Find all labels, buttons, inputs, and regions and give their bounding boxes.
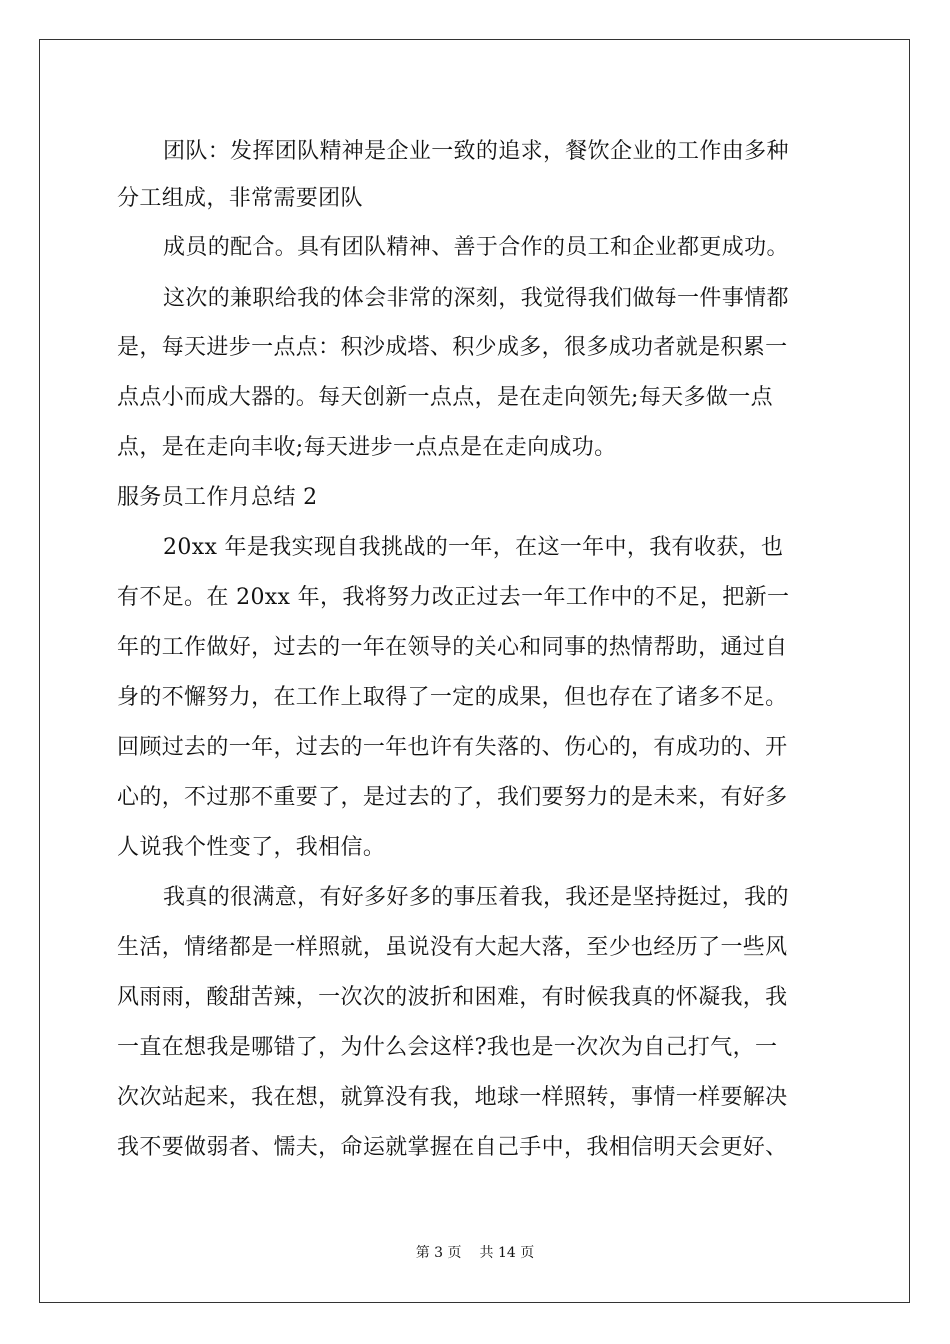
text-line: 生活，情绪都是一样照就，虽说没有大起大落，至少也经历了一些风 — [117, 935, 788, 960]
text-line: 点点小而成大器的。每天创新一点点，是在走向领先;每天多做一点 — [117, 385, 773, 410]
text-line: 心的，不过那不重要了，是过去的了，我们要努力的是未来，有好多 — [117, 785, 788, 810]
page-number: 第 3 页 — [415, 1245, 462, 1261]
text-line: 次次站起来，我在想，就算没有我，地球一样照转，事情一样要解决 — [117, 1085, 788, 1110]
text-line: 人说我个性变了，我相信。 — [117, 835, 386, 860]
text-line: 我不要做弱者、懦夫，命运就掌握在自己手中，我相信明天会更好、 — [117, 1135, 788, 1160]
text-line: 团队：发挥团队精神是企业一致的追求，餐饮企业的工作由多种 — [163, 139, 789, 164]
page-footer — [0, 1244, 950, 1262]
text-line: 回顾过去的一年，过去的一年也许有失落的、伤心的，有成功的、开 — [117, 735, 788, 760]
text-line: 这次的兼职给我的体会非常的深刻，我觉得我们做每一件事情都 — [163, 286, 789, 311]
text-line: 20xx 年是我实现自我挑战的一年，在这一年中，我有收获，也 — [163, 535, 784, 560]
text-line: 有不足。在 20xx 年，我将努力改正过去一年工作中的不足，把新一 — [117, 585, 790, 610]
text-line: 年的工作做好，过去的一年在领导的关心和同事的热情帮助，通过自 — [117, 635, 788, 660]
text-line: 是，每天进步一点点：积沙成塔、积少成多，很多成功者就是积累一 — [117, 335, 788, 360]
text-line: 点，是在走向丰收;每天进步一点点是在走向成功。 — [117, 435, 617, 460]
text-line: 一直在想我是哪错了，为什么会这样?我也是一次次为自己打气，一 — [117, 1035, 778, 1060]
text-line: 成员的配合。具有团队精神、善于合作的员工和企业都更成功。 — [163, 235, 789, 260]
text-line: 身的不懈努力，在工作上取得了一定的成果，但也存在了诸多不足。 — [117, 685, 788, 710]
page-border — [39, 39, 910, 1303]
text-line: 分工组成，非常需要团队 — [117, 186, 363, 211]
page-total: 共 14 页 — [479, 1245, 535, 1261]
text-line: 风雨雨，酸甜苦辣，一次次的波折和困难，有时候我真的怀凝我，我 — [117, 985, 788, 1010]
text-line: 我真的很满意，有好多好多的事压着我，我还是坚持挺过，我的 — [163, 885, 789, 910]
section-heading: 服务员工作月总结 2 — [117, 485, 318, 510]
